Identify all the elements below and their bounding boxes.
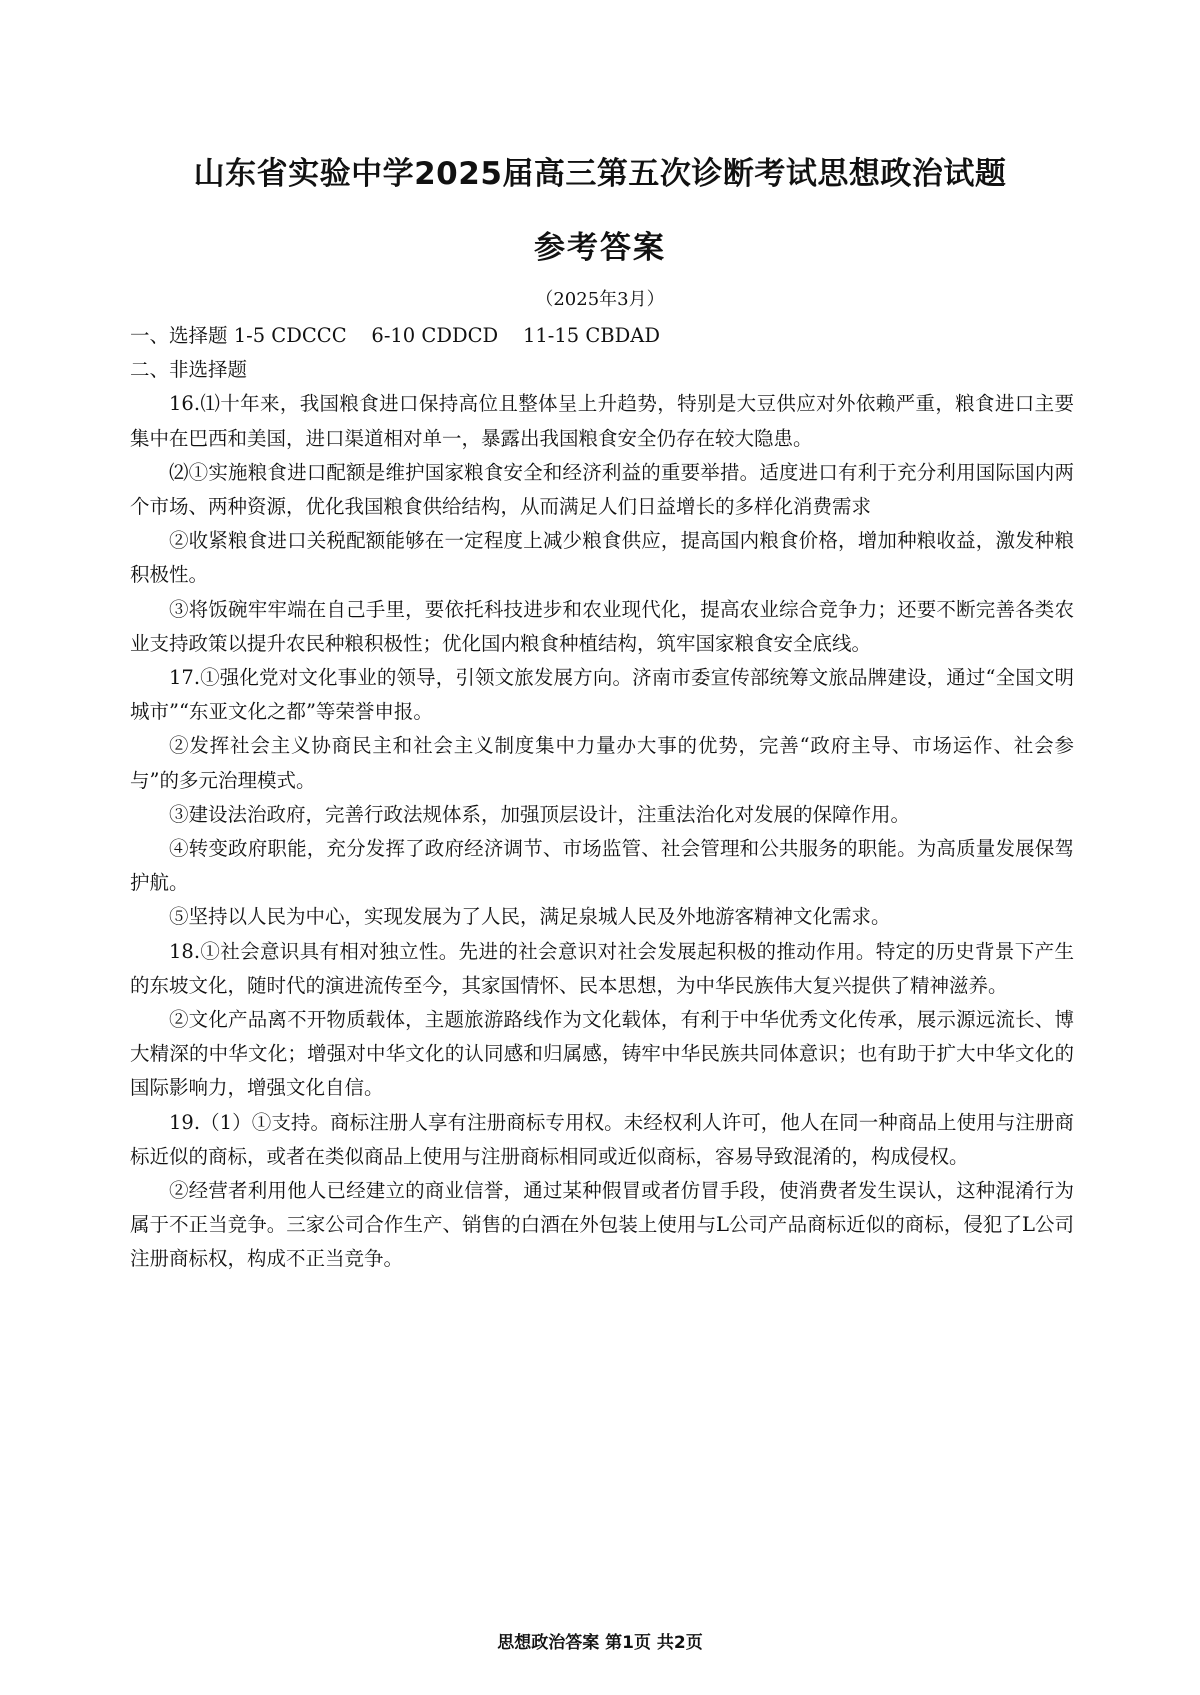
answer-paragraph-16-2-c: ③将饭碗牢牢端在自己手里，要依托科技进步和农业现代化，提高农业综合竞争力；还要不断完善各类农业支持政策以提升农民种粮积极性；优化国内粮食种植结构，筑牢国家粮食安全底线。: [130, 597, 1074, 655]
answer-paragraph-16-1: 16.⑴十年来，我国粮食进口保持高位且整体呈上升趋势，特别是大豆供应对外依赖严重，粮食进口主要集中在巴西和美国，进口渠道相对单一，暴露出我国粮食安全仍存在较大隐患。: [130, 392, 1074, 450]
answer-paragraph-16-2-b: ②收紧粮食进口关税配额能够在一定程度上减少粮食供应，提高国内粮食价格，增加种粮收益，激发种粮积极性。: [130, 529, 1074, 587]
page-subtitle: 参考答案: [534, 230, 666, 266]
answer-paragraph-18-b: ②文化产品离不开物质载体，主题旅游路线作为文化载体，有利于中华优秀文化传承，展示源远流长、博大精深的中华文化；增强对中华文化的认同感和归属感，铸牢中华民族共同体意识；也有助于扩大中华文化的国际影响力，增强文化自信。: [130, 1008, 1074, 1100]
non-choice-heading: 二、非选择题: [130, 358, 248, 382]
page-footer: 思想政治答案 第1页 共2页: [497, 1633, 703, 1653]
answer-paragraph-17-e: ⑤坚持以人民为中心，实现发展为了人民，满足泉城人民及外地游客精神文化需求。: [169, 905, 891, 929]
answer-paragraph-18-a: 18.①社会意识具有相对独立性。先进的社会意识对社会发展起积极的推动作用。特定的历史背景下产生的东坡文化，随时代的演进流传至今，其家国情怀、民本思想，为中华民族伟大复兴提供了精神滋养。: [130, 939, 1074, 997]
answer-body: [130, 319, 1074, 1277]
multiple-choice-answers: 一、选择题 1-5 CDCCC 6-10 CDDCD 11-15 CBDAD: [130, 324, 660, 347]
answer-paragraph-17-b: ②发挥社会主义协商民主和社会主义制度集中力量办大事的优势，完善“政府主导、市场运作、社会参与”的多元治理模式。: [130, 734, 1074, 792]
answer-paragraph-19-b: ②经营者利用他人已经建立的商业信誉，通过某种假冒或者仿冒手段，使消费者发生误认，这种混淆行为属于不正当竞争。三家公司合作生产、销售的白酒在外包装上使用与L公司产品商标近似的商标，侵犯了L公司注册商标权，构成不正当竞争。: [130, 1179, 1074, 1271]
answer-paragraph-17-a: 17.①强化党对文化事业的领导，引领文旅发展方向。济南市委宣传部统筹文旅品牌建设，通过“全国文明城市”“东亚文化之都”等荣誉申报。: [130, 666, 1074, 724]
answer-paragraph-16-2-a: ⑵①实施粮食进口配额是维护国家粮食安全和经济利益的重要举措。适度进口有利于充分利用国际国内两个市场、两种资源，优化我国粮食供给结构，从而满足人们日益增长的多样化消费需求: [130, 460, 1074, 519]
answer-paragraph-17-c: ③建设法治政府，完善行政法规体系，加强顶层设计，注重法治化对发展的保障作用。: [169, 802, 911, 826]
exam-date: （2025年3月）: [535, 289, 665, 310]
page-title: 山东省实验中学2025届高三第五次诊断考试思想政治试题: [193, 156, 1007, 192]
answer-paragraph-17-d: ④转变政府职能，充分发挥了政府经济调节、市场监管、社会管理和公共服务的职能。为高质量发展保驾护航。: [130, 837, 1074, 895]
answer-paragraph-19-a: 19.（1）①支持。商标注册人享有注册商标专用权。未经权利人许可，他人在同一种商品上使用与注册商标近似的商标，或者在类似商品上使用与注册商标相同或近似商标，容易导致混淆的，构成侵权。: [130, 1110, 1074, 1168]
